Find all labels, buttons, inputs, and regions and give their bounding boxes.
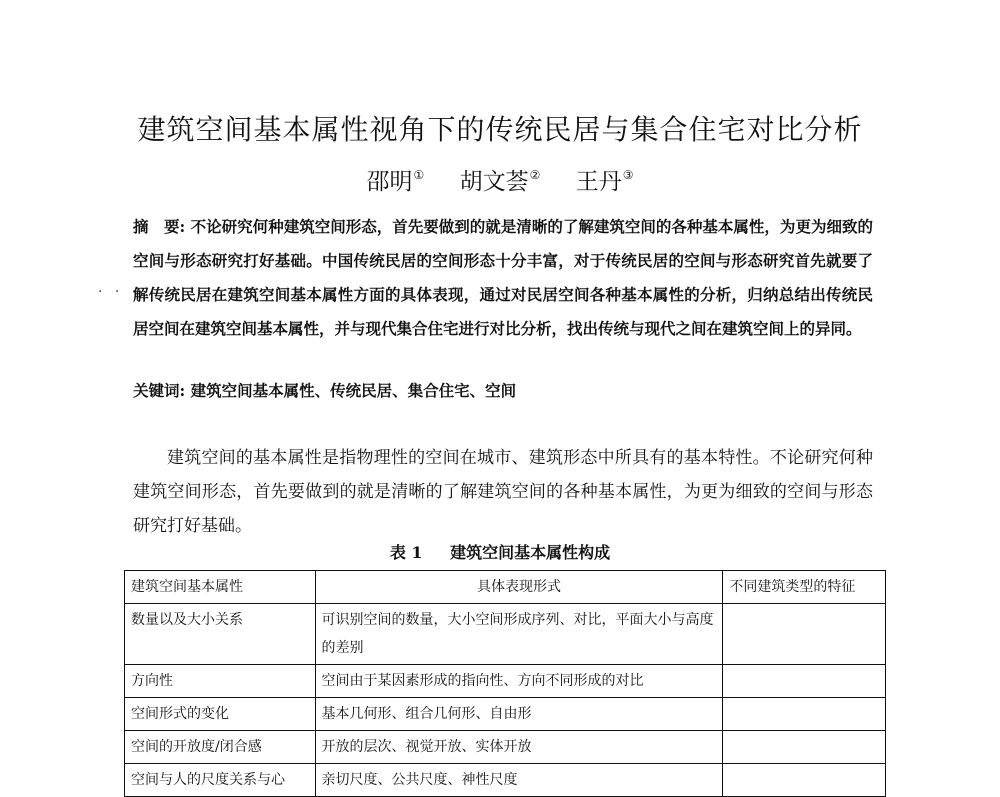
table-cell: 空间与人的尺度关系与心 — [125, 764, 316, 797]
abstract-text: 不论研究何种建筑空间形态，首先要做到的就是清晰的了解建筑空间的各种基本属性，为更为细致的空间与形态研究打好基础。中国传统民居的空间形态十分丰富，对于传统民居的空间与形态研究首先就要了解传统民居在建筑空间基本属性方面的具体表现，通过对民居空间各种基本属性的分析，归纳总结出传统民居空间在建筑空间基本属性，并与现代集合住宅进行对比分析，找出传统与现代之间在建筑空间上的异同。 — [133, 217, 873, 338]
keywords-label: 关键词: — [133, 381, 186, 400]
margin-marks: · · · — [98, 284, 141, 300]
author-footnote-mark: ② — [529, 168, 541, 182]
table-cell: 可识别空间的数量，大小空间形成序列、对比，平面大小与高度的差别 — [315, 604, 723, 665]
table-number: 表 1 — [389, 543, 423, 562]
table-cell — [723, 604, 886, 665]
author-2 — [460, 163, 541, 196]
table-row — [125, 604, 886, 665]
table-header-cell: 具体表现形式 — [315, 571, 723, 604]
table-row — [125, 665, 886, 698]
table-cell: 数量以及大小关系 — [125, 604, 316, 665]
author-footnote-mark: ① — [413, 168, 425, 182]
table-row — [125, 698, 886, 731]
keywords — [133, 380, 873, 402]
attributes-table — [124, 570, 886, 797]
table-header-cell: 建筑空间基本属性 — [125, 571, 316, 604]
table-header-cell: 不同建筑类型的特征 — [723, 571, 886, 604]
table-cell: 开放的层次、视觉开放、实体开放 — [315, 731, 723, 764]
intro-paragraph: 建筑空间的基本属性是指物理性的空间在城市、建筑形态中所具有的基本特性。不论研究何种建筑空间形态，首先要做到的就是清晰的了解建筑空间的各种基本属性，为更为细致的空间与形态研究打好基础。 — [133, 448, 873, 536]
abstract-label: 摘 要: — [133, 217, 186, 236]
table-cell: 空间由于某因素形成的指向性、方向不同形成的对比 — [315, 665, 723, 698]
abstract — [133, 210, 873, 346]
keywords-text: 建筑空间基本属性、传统民居、集合住宅、空间 — [190, 381, 517, 400]
table-cell — [723, 665, 886, 698]
author-list — [0, 163, 1000, 196]
table-cell: 亲切尺度、公共尺度、神性尺度 — [315, 764, 723, 797]
table-title: 建筑空间基本属性构成 — [450, 543, 611, 562]
author-1 — [367, 163, 425, 196]
table-row — [125, 764, 886, 797]
author-footnote-mark: ③ — [622, 168, 634, 182]
table-header-row — [125, 571, 886, 604]
author-name: 邵明 — [366, 169, 413, 195]
table-cell: 方向性 — [125, 665, 316, 698]
table-cell — [723, 764, 886, 797]
table-cell: 空间形式的变化 — [125, 698, 316, 731]
author-name: 胡文荟 — [459, 169, 529, 195]
author-3 — [576, 163, 634, 196]
table-row — [125, 731, 886, 764]
table-cell: 基本几何形、组合几何形、自由形 — [315, 698, 723, 731]
table-cell — [723, 698, 886, 731]
table-cell — [723, 731, 886, 764]
paper-title: 建筑空间基本属性视角下的传统民居与集合住宅对比分析 — [137, 113, 863, 146]
table-caption — [0, 540, 1000, 563]
table-cell: 空间的开放度/闭合感 — [125, 731, 316, 764]
author-name: 王丹 — [575, 169, 622, 195]
